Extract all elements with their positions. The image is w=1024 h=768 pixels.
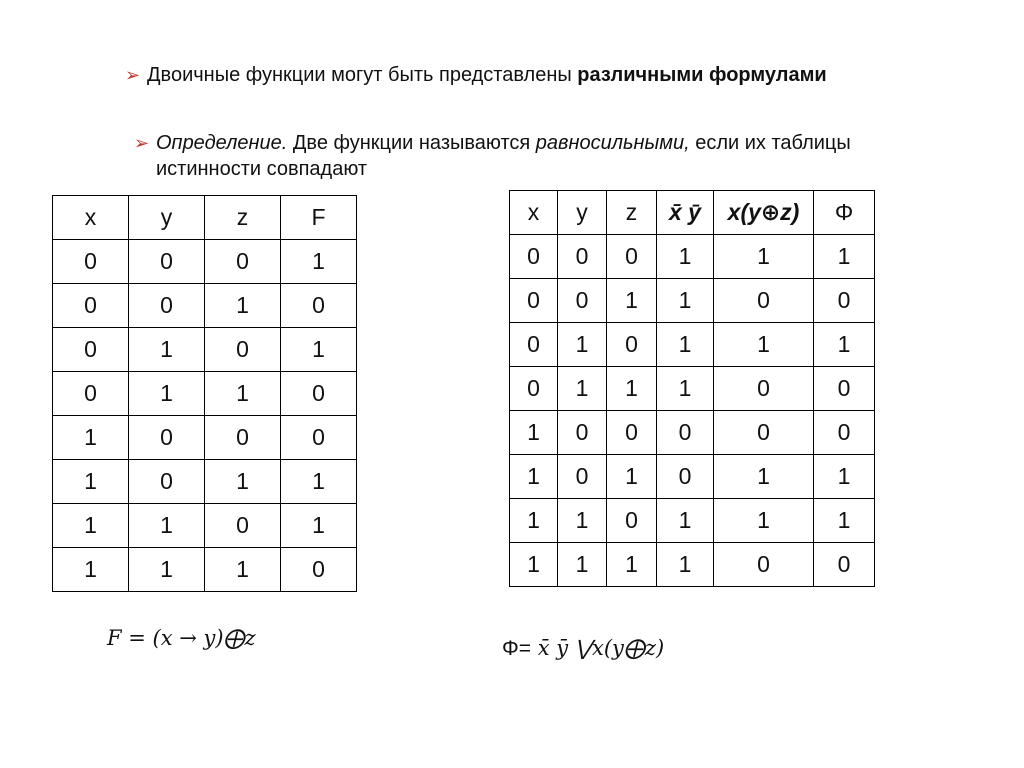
- table-cell: 1: [714, 499, 814, 543]
- table-cell: 1: [558, 323, 607, 367]
- table-cell: 1: [281, 240, 357, 284]
- table-cell: 0: [281, 548, 357, 592]
- table-cell: 1: [129, 328, 205, 372]
- table-cell: 1: [714, 323, 814, 367]
- table-cell: 0: [714, 279, 814, 323]
- table-cell: 0: [657, 411, 714, 455]
- table-row: [510, 411, 875, 455]
- table-cell: 0: [814, 543, 875, 587]
- table-row: [510, 455, 875, 499]
- table-cell: 1: [657, 543, 714, 587]
- table-row: [53, 240, 357, 284]
- table-cell: 1: [510, 543, 558, 587]
- table-header-cell: x(y⊕z): [714, 191, 814, 235]
- table-cell: 0: [714, 543, 814, 587]
- table-cell: 1: [714, 455, 814, 499]
- table-cell: 1: [281, 504, 357, 548]
- table-cell: 0: [607, 499, 657, 543]
- table-cell: 1: [510, 499, 558, 543]
- table-cell: 1: [205, 284, 281, 328]
- table-cell: 1: [607, 279, 657, 323]
- table-cell: 0: [281, 416, 357, 460]
- table-cell: 1: [510, 411, 558, 455]
- table-cell: 0: [510, 323, 558, 367]
- table-cell: 0: [510, 367, 558, 411]
- table-cell: 1: [53, 548, 129, 592]
- table-cell: 1: [657, 367, 714, 411]
- bullet-definition: [134, 130, 894, 182]
- table-cell: 0: [607, 323, 657, 367]
- table-header-cell: y: [558, 191, 607, 235]
- table-cell: 1: [205, 548, 281, 592]
- table-cell: 1: [558, 543, 607, 587]
- table-header-cell: F: [281, 196, 357, 240]
- table-cell: 1: [53, 460, 129, 504]
- table-cell: 0: [281, 372, 357, 416]
- table-row: [53, 504, 357, 548]
- table-row: [510, 499, 875, 543]
- table-cell: 1: [129, 372, 205, 416]
- table-cell: 0: [558, 411, 607, 455]
- table-cell: 0: [205, 416, 281, 460]
- table-row: [510, 235, 875, 279]
- arrow-bullet-icon: ➢: [134, 133, 150, 153]
- table-cell: 1: [657, 499, 714, 543]
- table-cell: 1: [510, 455, 558, 499]
- table-cell: 1: [558, 367, 607, 411]
- table-row: [53, 548, 357, 592]
- table-cell: 0: [714, 411, 814, 455]
- table-row: [53, 416, 357, 460]
- table-header-row: [53, 196, 357, 240]
- table-cell: 0: [205, 240, 281, 284]
- table-row: [510, 367, 875, 411]
- table-cell: 1: [129, 504, 205, 548]
- table-cell: 1: [205, 460, 281, 504]
- table-header-cell: x: [53, 196, 129, 240]
- table-cell: 0: [129, 416, 205, 460]
- table-cell: 0: [129, 240, 205, 284]
- table-cell: 1: [714, 235, 814, 279]
- table-cell: 0: [558, 279, 607, 323]
- table-row: [510, 543, 875, 587]
- formula-phi: Φ= x̄ ȳ ⋁x(y⨁z): [502, 636, 665, 660]
- table-cell: 1: [607, 367, 657, 411]
- table-row: [53, 328, 357, 372]
- table-cell: 1: [281, 460, 357, 504]
- table-cell: 0: [510, 279, 558, 323]
- definition-text: Определение. Две функции называются равносильными, если их таблицы истинности совпадают: [156, 132, 851, 180]
- table-row: [510, 279, 875, 323]
- table-cell: 1: [814, 499, 875, 543]
- table-cell: 1: [657, 323, 714, 367]
- table-cell: 1: [558, 499, 607, 543]
- table-cell: 0: [205, 328, 281, 372]
- table-cell: 1: [281, 328, 357, 372]
- table-header-cell: x̄ ȳ: [657, 191, 714, 235]
- table-cell: 1: [129, 548, 205, 592]
- table-cell: 1: [814, 235, 875, 279]
- table-cell: 0: [814, 367, 875, 411]
- table-cell: 0: [657, 455, 714, 499]
- table-cell: 0: [53, 328, 129, 372]
- table-cell: 0: [558, 455, 607, 499]
- table-cell: 0: [814, 279, 875, 323]
- table-cell: 0: [129, 284, 205, 328]
- table-cell: 0: [607, 411, 657, 455]
- table-header-cell: Φ: [814, 191, 875, 235]
- truth-table-f: [52, 195, 357, 592]
- formula-f: F = (x → y)⨁z: [107, 626, 256, 650]
- table-cell: 0: [558, 235, 607, 279]
- table-header-cell: z: [607, 191, 657, 235]
- table-cell: 0: [53, 372, 129, 416]
- table-cell: 0: [510, 235, 558, 279]
- table-cell: 0: [714, 367, 814, 411]
- table-cell: 0: [607, 235, 657, 279]
- table-row: [53, 284, 357, 328]
- table-cell: 1: [657, 235, 714, 279]
- table-cell: 0: [281, 284, 357, 328]
- table-header-cell: x: [510, 191, 558, 235]
- table-row: [53, 460, 357, 504]
- table-cell: 1: [205, 372, 281, 416]
- table-cell: 1: [53, 416, 129, 460]
- table-cell: 0: [53, 284, 129, 328]
- table-row: [53, 372, 357, 416]
- table-cell: 0: [53, 240, 129, 284]
- table-cell: 1: [814, 455, 875, 499]
- table-cell: 1: [657, 279, 714, 323]
- arrow-bullet-icon: ➢: [125, 65, 141, 85]
- table-row: [510, 323, 875, 367]
- table-cell: 0: [814, 411, 875, 455]
- table-header-cell: y: [129, 196, 205, 240]
- table-cell: 1: [814, 323, 875, 367]
- table-cell: 1: [607, 543, 657, 587]
- table-header-row: [510, 191, 875, 235]
- table-header-cell: z: [205, 196, 281, 240]
- table-cell: 0: [205, 504, 281, 548]
- table-cell: 1: [53, 504, 129, 548]
- bullet-binary-functions: [125, 62, 985, 88]
- table-cell: 0: [129, 460, 205, 504]
- truth-table-phi: [509, 190, 875, 587]
- table-cell: 1: [607, 455, 657, 499]
- bullet-text: Двоичные функции могут быть представлены различными формулами: [147, 64, 827, 86]
